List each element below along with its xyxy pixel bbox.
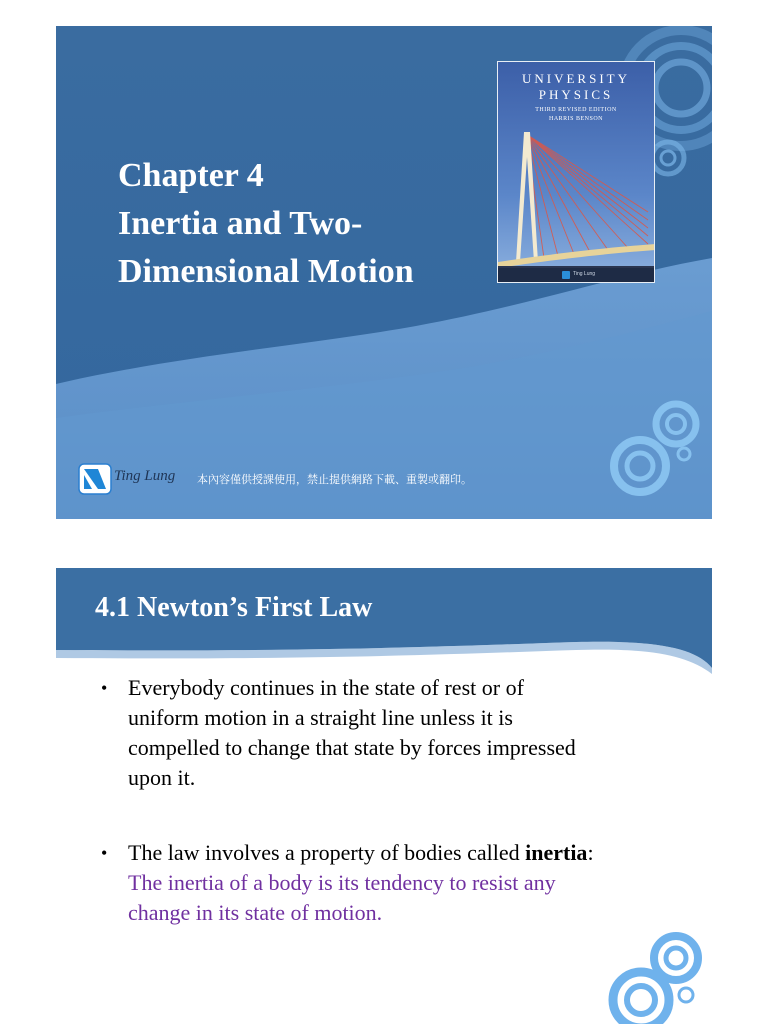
inertia-definition-line-1: The inertia of a body is its tendency to resist any <box>128 870 556 895</box>
chapter-title-line-1: Chapter 4 <box>118 157 264 194</box>
bullet-symbol: • <box>101 843 108 863</box>
publisher-logo-icon <box>562 271 570 279</box>
section-heading: 4.1 Newton’s First Law <box>95 592 373 623</box>
bullet-list <box>96 673 656 928</box>
first-law-line-3: compelled to change that state by forces impressed <box>128 735 576 760</box>
content-slide <box>56 568 712 1024</box>
title-slide <box>56 26 712 519</box>
first-law-line-2: uniform motion in a straight line unless it is <box>128 705 513 730</box>
inertia-colon: : <box>587 840 594 865</box>
book-title-line-2: PHYSICS <box>538 87 614 102</box>
inertia-intro: The law involves a property of bodies called <box>128 840 526 865</box>
chapter-title-line-3: Dimensional Motion <box>118 253 414 290</box>
book-author: HARRIS BENSON <box>548 116 603 122</box>
bullet-item-first-law <box>96 673 656 793</box>
book-edition: THIRD REVISED EDITION <box>535 107 617 113</box>
book-title-line-1: UNIVERSITY <box>522 71 630 86</box>
publisher-brand: Ting Lung <box>114 468 176 484</box>
copyright-notice: 本內容僅供授課使用，禁止提供網路下載、重製或翻印。 <box>197 473 472 486</box>
decorative-rings-corner <box>613 936 698 1024</box>
book-publisher: Ting Lung <box>573 271 596 277</box>
book-cover-image <box>497 61 655 283</box>
first-law-line-4: upon it. <box>128 765 196 790</box>
book-footer <box>498 268 654 282</box>
bullet-symbol: • <box>101 678 108 698</box>
chapter-title <box>118 152 414 296</box>
bullet-item-inertia <box>96 838 656 928</box>
chapter-title-line-2: Inertia and Two- <box>118 205 363 242</box>
first-law-line-1: Everybody continues in the state of rest or of <box>128 675 524 700</box>
inertia-term: inertia <box>525 840 588 865</box>
ting-lung-logo-icon <box>78 463 112 495</box>
inertia-definition-line-2: change in its state of motion. <box>128 900 383 925</box>
